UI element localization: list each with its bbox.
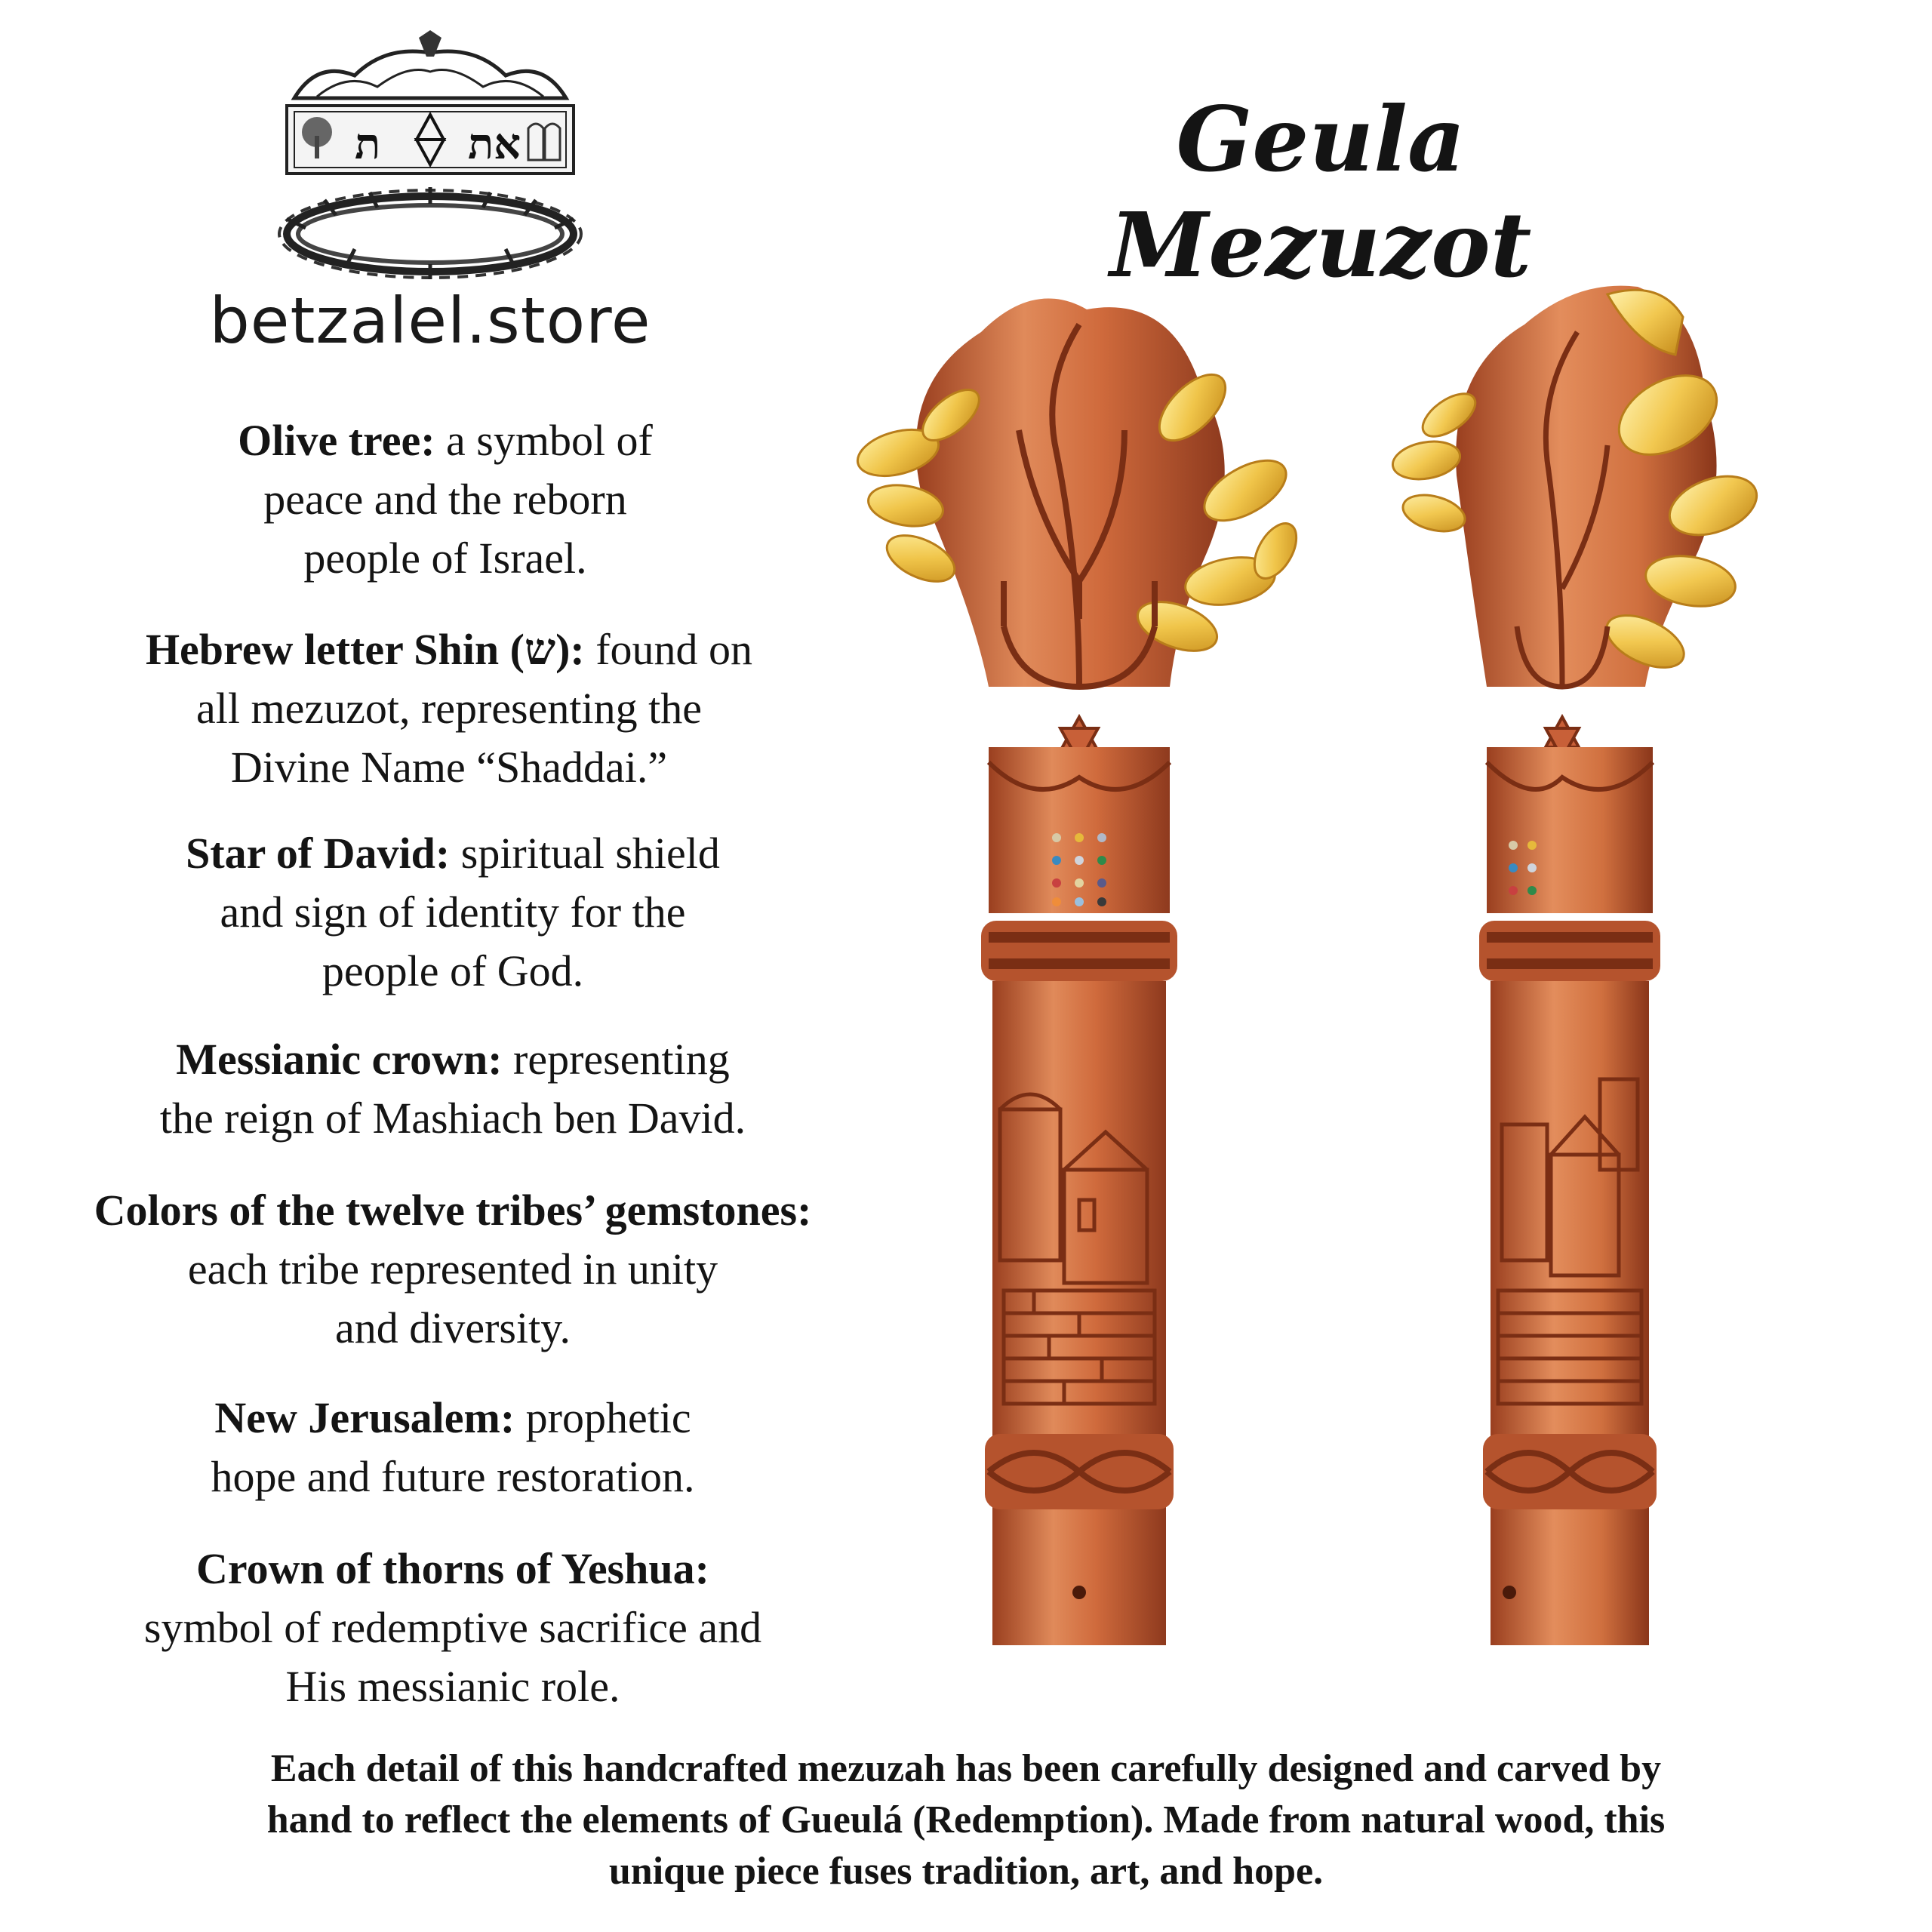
footer-description: [196, 1743, 1736, 1897]
feature-olive-tree: [136, 411, 755, 588]
feature-star-of-david: [113, 824, 792, 1001]
feature-text: spiritual shield: [450, 829, 720, 878]
footer-line: unique piece fuses tradition, art, and hope.: [608, 1850, 1324, 1893]
feature-new-jerusalem: [113, 1389, 792, 1506]
feature-text: people of Israel.: [303, 534, 587, 583]
feature-text: prophetic: [515, 1393, 691, 1442]
feature-text: symbol of redemptive sacrifice and: [143, 1603, 762, 1652]
feature-term: Olive tree:: [238, 416, 435, 465]
svg-text:ת: ת: [355, 119, 381, 169]
feature-text: a symbol of: [435, 416, 653, 465]
feature-text: the reign of Mashiach ben David.: [159, 1094, 746, 1143]
feature-twelve-tribes: [45, 1181, 860, 1358]
footer-line: Each detail of this handcrafted mezuzah has been carefully designed and carved by: [270, 1747, 1662, 1790]
page-title: Geula Mezuzot: [1109, 87, 1532, 297]
feature-term: Star of David:: [186, 829, 451, 878]
brand-logo: [272, 30, 589, 287]
feature-text: representing: [502, 1035, 730, 1084]
feature-term: Messianic crown:: [176, 1035, 503, 1084]
feature-text: hope and future restoration.: [211, 1452, 695, 1501]
feature-text: Divine Name “Shaddai.”: [230, 743, 668, 792]
feature-text: His messianic role.: [285, 1662, 620, 1711]
feature-term: Colors of the twelve tribes’ gemstones:: [94, 1186, 812, 1235]
footer-line: hand to reflect the elements of Gueulá (Redemption). Made from natural wood, this: [266, 1798, 1666, 1841]
feature-text: found on: [584, 625, 753, 674]
mezuzah-front-photo: [853, 264, 1306, 1698]
mezuzah-side-photo: [1358, 264, 1781, 1698]
feature-crown-of-thorns: [75, 1540, 830, 1716]
feature-text: all mezuzot, representing the: [196, 684, 702, 733]
feature-text: and diversity.: [335, 1303, 571, 1352]
feature-term: Hebrew letter Shin (ש):: [145, 625, 585, 674]
feature-text: each tribe represented in unity: [187, 1244, 718, 1294]
feature-shin: [83, 620, 815, 797]
feature-term: Crown of thorns of Yeshua:: [196, 1544, 709, 1593]
feature-text: and sign of identity for the: [220, 888, 686, 937]
store-name: betzalel.store: [209, 284, 651, 358]
feature-text: peace and the reborn: [263, 475, 627, 524]
feature-messianic-crown: [83, 1030, 823, 1148]
logo-hebrew: את: [468, 119, 521, 169]
feature-term: New Jerusalem:: [214, 1393, 515, 1442]
feature-text: people of God.: [321, 946, 584, 995]
